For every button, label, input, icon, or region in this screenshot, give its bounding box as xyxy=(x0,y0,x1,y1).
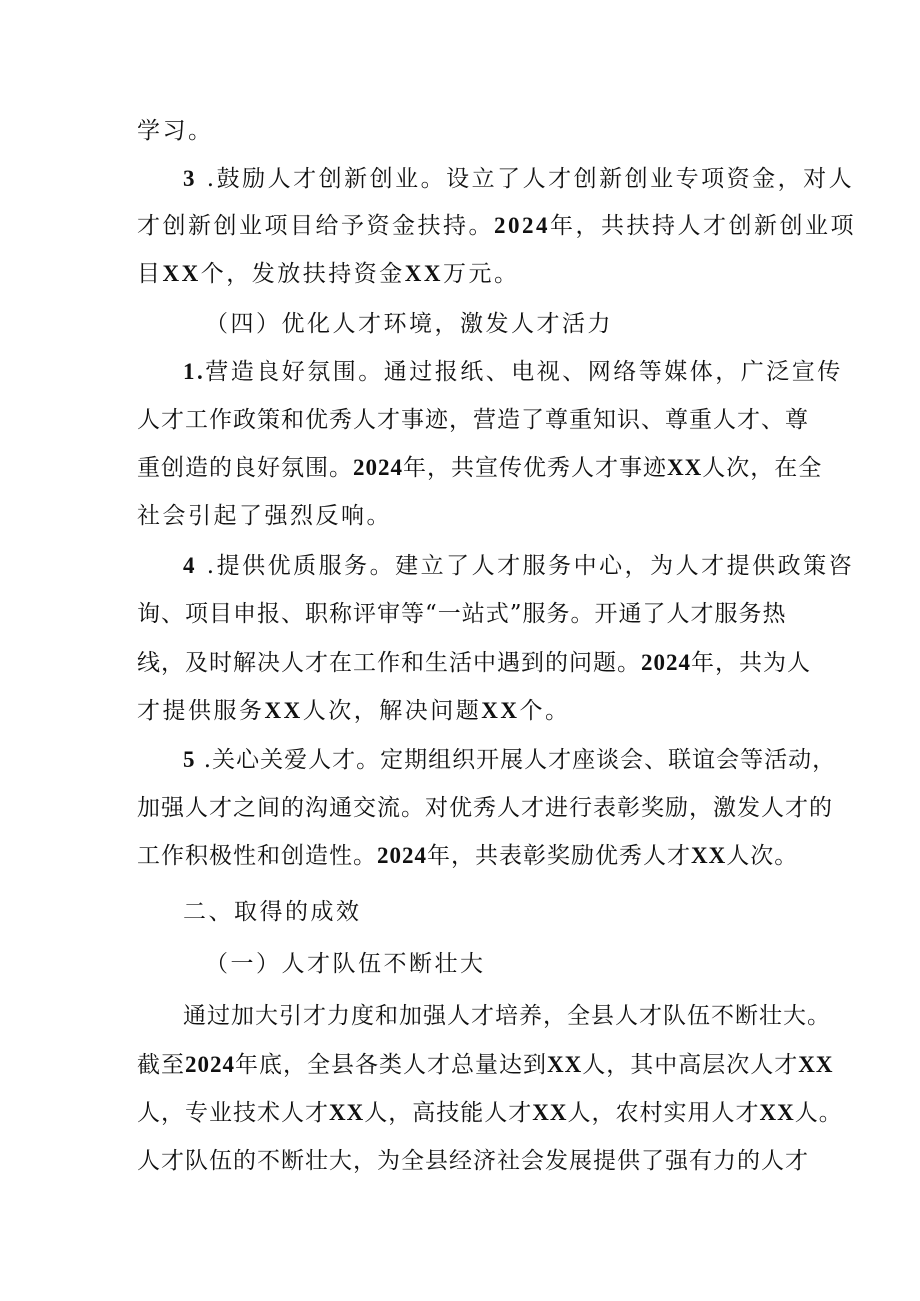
body-text-line xyxy=(137,695,797,727)
bold-text-segment: XX xyxy=(667,455,703,480)
numbered-item-1-line xyxy=(183,356,843,388)
body-text-line xyxy=(137,404,809,436)
chapter-heading-2 xyxy=(183,896,797,928)
text-segment: 营造良好氛围。通过报纸、电视、网络等媒体，广泛宣传 xyxy=(205,359,843,385)
text-segment: 才提供服务 xyxy=(137,698,265,724)
text-segment: .鼓励人才创新创业。设立了人才创新创业专项资金，对人 xyxy=(197,166,855,192)
body-text-line xyxy=(183,1000,831,1032)
bold-text-segment: XX xyxy=(532,1100,568,1125)
text-segment: .关心关爱人才。定期组织开展人才座谈会、联谊会等活动， xyxy=(195,747,837,773)
text-segment: .提供优质服务。建立了人才服务中心，为人才提供政策咨 xyxy=(197,553,855,579)
text-segment: 个。 xyxy=(519,698,571,724)
bold-text-segment: XX xyxy=(404,261,443,286)
text-segment: 截至 xyxy=(137,1052,185,1078)
body-text-line xyxy=(137,647,811,679)
bold-text-segment: 3 xyxy=(183,166,197,191)
text-segment: 目 xyxy=(137,261,163,287)
text-segment: 人才工作政策和优秀人才事迹，营造了尊重知识、尊重人才、尊 xyxy=(137,407,809,433)
bold-text-segment: XX xyxy=(264,698,303,723)
text-segment: 人，其中高层次人才 xyxy=(582,1052,799,1078)
section-heading-4 xyxy=(205,308,797,340)
bold-text-segment: 4 xyxy=(183,553,197,578)
bold-text-segment: XX xyxy=(798,1052,834,1077)
body-text-line xyxy=(137,210,856,242)
text-segment: 个，发放扶持资金 xyxy=(200,261,405,287)
body-text-line xyxy=(137,500,797,532)
text-segment: 人，高技能人才 xyxy=(364,1100,533,1126)
body-text-line xyxy=(137,1145,809,1177)
text-segment: 年，共表彰奖励优秀人才 xyxy=(427,843,691,869)
body-text-line xyxy=(137,115,797,147)
body-text-line xyxy=(137,258,797,290)
bold-text-segment: 2024 xyxy=(641,650,691,675)
body-text-line xyxy=(137,598,797,630)
bold-text-segment: XX xyxy=(162,261,201,286)
numbered-item-4-line xyxy=(183,550,855,582)
section-heading-1 xyxy=(205,948,797,980)
text-segment: 人才队伍的不断壮大，为全县经济社会发展提供了强有力的人才 xyxy=(137,1148,809,1174)
text-segment: 重创造的良好氛围。 xyxy=(137,455,353,481)
text-segment: 年，共扶持人才创新创业项 xyxy=(550,213,856,239)
bold-text-segment: 1. xyxy=(183,359,206,384)
numbered-item-3-line xyxy=(183,163,855,195)
bold-text-segment: 2024 xyxy=(377,843,427,868)
text-segment: 二、取得的成效 xyxy=(183,899,362,925)
text-segment: 才创新创业项目给予资金扶持。 xyxy=(137,213,494,239)
text-segment: 询、项目申报、职称评审等“一站式”服务。开通了人才服务热 xyxy=(137,601,787,627)
body-text-line xyxy=(137,792,833,824)
text-segment: 人次，解决问题 xyxy=(302,698,482,724)
text-segment: 通过加大引才力度和加强人才培养，全县人才队伍不断壮大。 xyxy=(183,1003,831,1029)
text-segment: 工作积极性和创造性。 xyxy=(137,843,377,869)
text-segment: 人次，在全 xyxy=(702,455,823,481)
text-segment: 加强人才之间的沟通交流。对优秀人才进行表彰奖励，激发人才的 xyxy=(137,795,833,821)
text-segment: 人次。 xyxy=(726,843,799,869)
bold-text-segment: 2024 xyxy=(494,213,550,238)
text-segment: 线，及时解决人才在工作和生活中遇到的问题。 xyxy=(137,650,641,676)
text-segment: 万元。 xyxy=(442,261,520,287)
bold-text-segment: XX xyxy=(691,843,727,868)
body-text-line xyxy=(137,452,823,484)
text-segment: 年，共宣传优秀人才事迹 xyxy=(403,455,667,481)
bold-text-segment: 5 xyxy=(183,747,196,772)
bold-text-segment: XX xyxy=(759,1100,795,1125)
text-segment: 社会引起了强烈反响。 xyxy=(137,503,392,529)
text-segment: 年底，全县各类人才总量达到 xyxy=(235,1052,547,1078)
bold-text-segment: XX xyxy=(481,698,520,723)
text-segment: （一）人才队伍不断壮大 xyxy=(205,951,486,977)
text-segment: 学习。 xyxy=(137,118,214,144)
text-segment: 人。 xyxy=(794,1100,843,1126)
body-text-line xyxy=(137,840,797,872)
bold-text-segment: 2024 xyxy=(353,455,403,480)
bold-text-segment: XX xyxy=(547,1052,583,1077)
bold-text-segment: 2024 xyxy=(185,1052,235,1077)
text-segment: 人，农村实用人才 xyxy=(567,1100,760,1126)
text-segment: （四）优化人才环境，激发人才活力 xyxy=(205,311,613,337)
body-text-line xyxy=(137,1097,843,1129)
bold-text-segment: XX xyxy=(329,1100,365,1125)
body-text-line xyxy=(137,1049,834,1081)
numbered-item-5-line xyxy=(183,744,837,776)
text-segment: 人，专业技术人才 xyxy=(137,1100,329,1126)
text-segment: 年，共为人 xyxy=(691,650,811,676)
